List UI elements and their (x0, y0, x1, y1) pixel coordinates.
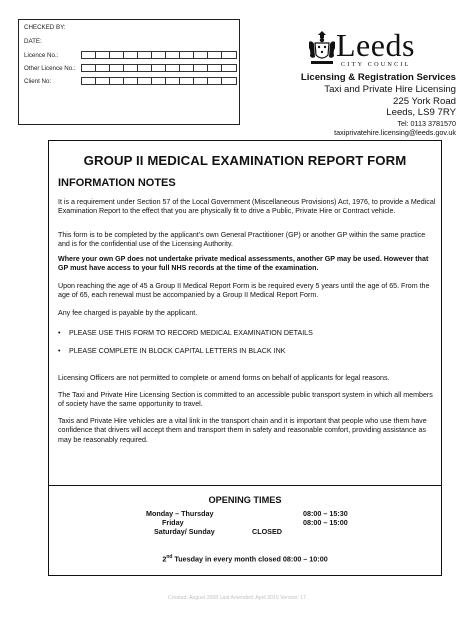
tuesday-closure-note (49, 554, 441, 563)
version-footer: Created: August 2008 Last Amended: April 2015 Version: 17 (167, 595, 307, 601)
note-ordinal: 2 (162, 554, 167, 564)
para-requirement: It is a requirement under Section 57 of the Local Government (Miscellaneous Provisions) Act, 1976, to provide a Medical Examination Report to the effect that you are physically fit to drive a Public, Private Hire or Contract vehicle. (58, 198, 436, 216)
para-commitment: The Taxi and Private Hire Licensing Section is committed to an accessible public transport system in which all members of society have the same opportunity to travel. (58, 391, 433, 409)
opening-time: 08:00 – 15:00 (303, 518, 348, 527)
bullet-item (58, 329, 433, 338)
address-city: Leeds, LS9 7RY (386, 107, 456, 118)
para-completion: This form is to be completed by the applicant’s own General Practitioner (GP) or another GP within the same practice and is for the confidential use of the Licensing Authority. (58, 231, 426, 249)
opening-times-box (48, 485, 442, 576)
service-name: Licensing & Registration Services (300, 72, 456, 83)
para-vital-link: Taxis and Private Hire vehicles are a vital link in the transport chain and it is important that people who use them have confidence that drivers will accept them and transport them in safety and reasonable comfort, providing assistance as may be reasonably required. (58, 417, 427, 444)
logo-wordmark: Leeds (336, 27, 415, 63)
info-notes-heading: INFORMATION NOTES (58, 177, 176, 189)
address-street: 225 York Road (393, 96, 456, 107)
licence-no-label: Licence No.: (24, 52, 59, 59)
office-use-box (18, 19, 240, 125)
bullet-text: PLEASE COMPLETE IN BLOCK CAPITAL LETTERS IN BLACK INK (69, 347, 286, 355)
leeds-crest-icon (307, 29, 337, 67)
email-link[interactable]: taxiprivatehire.licensing@leeds.gov.uk (334, 128, 456, 137)
other-licence-no-field[interactable] (81, 64, 237, 72)
checked-by-label: CHECKED BY: (24, 24, 66, 31)
para-fee: Any fee charged is payable by the applicant. (58, 309, 198, 317)
bullet-icon: • (58, 347, 61, 355)
page-title: GROUP II MEDICAL EXAMINATION REPORT FORM (83, 153, 407, 168)
para-age-rules: Upon reaching the age of 45 a Group II Medical Report Form is be required every 5 years until the age of 65. From the age of 65, each renewal must be accompanied by a Group II Medical Report Form. (58, 282, 430, 300)
para-officers: Licensing Officers are not permitted to complete or amend forms on behalf of applicants for legal reasons. (58, 374, 390, 382)
opening-day: Friday (162, 518, 184, 527)
logo-subtitle: CITY COUNCIL (341, 61, 411, 68)
opening-time: 08:00 – 15:30 (303, 509, 348, 518)
opening-day: Monday – Thursday (146, 509, 214, 518)
licence-no-field[interactable] (81, 51, 237, 59)
other-licence-no-label: Other Licence No.: (24, 65, 76, 72)
opening-time: CLOSED (252, 527, 282, 536)
opening-times-title: OPENING TIMES (208, 495, 282, 505)
bullet-item (58, 347, 433, 356)
note-ordinal-suffix: nd (166, 554, 173, 560)
opening-day: Saturday/ Sunday (154, 527, 215, 536)
bullet-icon: • (58, 329, 61, 337)
para-other-gp: Where your own GP does not undertake private medical assessments, another GP may be used. However that GP must have access to your full NHS records at the time of the examination. (58, 255, 429, 273)
note-text: Tuesday in every month closed 08:00 – 10:00 (172, 554, 328, 564)
bullet-text: PLEASE USE THIS FORM TO RECORD MEDICAL EXAMINATION DETAILS (69, 329, 313, 337)
date-label: DATE: (24, 38, 42, 45)
telephone: Tel: 0113 3781570 (397, 119, 456, 128)
client-no-label: Client No: (24, 78, 52, 85)
department-name: Taxi and Private Hire Licensing (324, 84, 456, 95)
client-no-field[interactable] (81, 77, 237, 85)
